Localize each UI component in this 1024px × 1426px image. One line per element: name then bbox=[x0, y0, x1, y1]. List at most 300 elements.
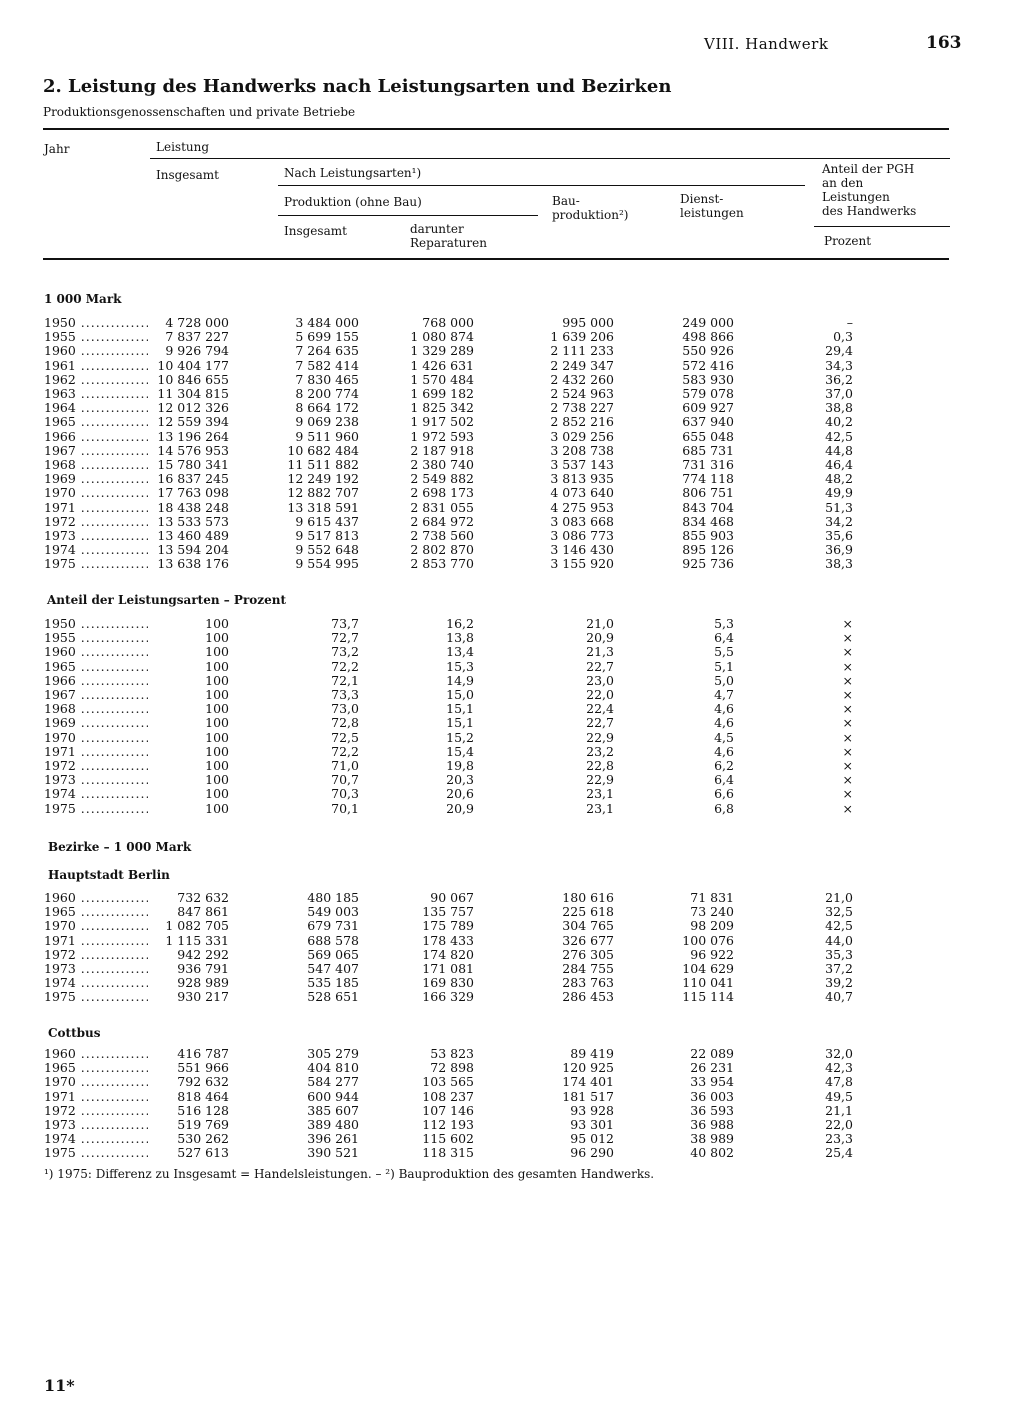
cell-produktion-insgesamt: 72,8 bbox=[331, 715, 359, 731]
cell-insgesamt: 818 464 bbox=[177, 1088, 229, 1104]
cell-reparaturen: 171 081 bbox=[422, 961, 474, 976]
table-row bbox=[0, 1075, 1024, 1089]
table-row bbox=[0, 344, 1024, 358]
cell-reparaturen: 2 802 870 bbox=[410, 542, 474, 558]
cell-anteil-pgh: 42,5 bbox=[825, 428, 853, 444]
cell-reparaturen: 53 823 bbox=[430, 1046, 474, 1061]
running-header-section: VIII. Handwerk bbox=[704, 35, 829, 53]
cell-anteil-pgh: 49,9 bbox=[825, 485, 853, 501]
col-produktion: Produktion (ohne Bau) bbox=[284, 195, 422, 209]
cell-dienstleistungen: 806 751 bbox=[682, 485, 734, 501]
cell-insgesamt: 519 769 bbox=[177, 1117, 229, 1132]
cell-dienstleistungen: 6,2 bbox=[714, 758, 734, 773]
cell-bauproduktion: 326 677 bbox=[562, 932, 614, 948]
cell-anteil-pgh: × bbox=[842, 672, 853, 688]
cell-dienstleistungen: 26 231 bbox=[690, 1060, 734, 1076]
cell-produktion-insgesamt: 7 582 414 bbox=[295, 357, 359, 373]
col-insgesamt: Insgesamt bbox=[156, 168, 219, 182]
cell-dienstleistungen: 6,8 bbox=[714, 800, 734, 816]
cell-anteil-pgh: 21,0 bbox=[825, 890, 853, 905]
cell-produktion-insgesamt: 305 279 bbox=[307, 1046, 359, 1061]
cell-produktion-insgesamt: 13 318 591 bbox=[287, 499, 359, 515]
cell-bauproduktion: 286 453 bbox=[562, 989, 614, 1005]
cell-produktion-insgesamt: 73,0 bbox=[331, 701, 359, 717]
cell-reparaturen: 103 565 bbox=[422, 1074, 474, 1090]
table-row bbox=[0, 472, 1024, 486]
cell-anteil-pgh: 37,2 bbox=[825, 961, 853, 976]
cell-dienstleistungen: 40 802 bbox=[690, 1145, 734, 1161]
col-anteil-4: des Handwerks bbox=[822, 204, 917, 218]
cell-produktion-insgesamt: 72,5 bbox=[331, 729, 359, 745]
cell-anteil-pgh: × bbox=[842, 630, 853, 646]
cell-anteil-pgh: 44,8 bbox=[825, 442, 853, 458]
cell-year: 1966 ..... bbox=[44, 674, 148, 688]
cell-reparaturen: 19,8 bbox=[446, 758, 474, 773]
cell-bauproduktion: 2 249 347 bbox=[550, 357, 614, 373]
cell-year: 1960 ..... bbox=[44, 645, 148, 659]
table-row bbox=[0, 359, 1024, 373]
cell-insgesamt: 100 bbox=[205, 630, 229, 646]
cell-dienstleistungen: 110 041 bbox=[682, 975, 734, 991]
cell-reparaturen: 13,4 bbox=[446, 644, 474, 660]
table-row bbox=[0, 645, 1024, 659]
cell-bauproduktion: 174 401 bbox=[562, 1074, 614, 1090]
cell-bauproduktion: 3 146 430 bbox=[550, 542, 614, 558]
cell-insgesamt: 15 780 341 bbox=[157, 457, 229, 472]
cell-produktion-insgesamt: 547 407 bbox=[307, 961, 359, 976]
cell-insgesamt: 527 613 bbox=[177, 1145, 229, 1161]
cell-produktion-insgesamt: 9 554 995 bbox=[295, 556, 359, 572]
cell-insgesamt: 7 837 227 bbox=[165, 329, 229, 345]
cell-anteil-pgh: 32,0 bbox=[825, 1046, 853, 1061]
cell-reparaturen: 14,9 bbox=[446, 672, 474, 688]
cell-produktion-insgesamt: 528 651 bbox=[307, 989, 359, 1005]
cell-reparaturen: 2 831 055 bbox=[410, 499, 474, 515]
cell-bauproduktion: 2 111 233 bbox=[550, 343, 614, 359]
cell-produktion-insgesamt: 12 882 707 bbox=[287, 485, 359, 501]
page-number: 163 bbox=[926, 33, 962, 53]
table-row bbox=[0, 976, 1024, 990]
table-row bbox=[0, 458, 1024, 472]
cell-produktion-insgesamt: 480 185 bbox=[307, 890, 359, 905]
cell-dienstleistungen: 498 866 bbox=[682, 329, 734, 345]
cell-produktion-insgesamt: 8 200 774 bbox=[295, 386, 359, 401]
cell-insgesamt: 9 926 794 bbox=[165, 343, 229, 359]
cell-insgesamt: 416 787 bbox=[177, 1046, 229, 1061]
cell-insgesamt: 100 bbox=[205, 772, 229, 788]
table-row bbox=[0, 787, 1024, 801]
cell-reparaturen: 118 315 bbox=[422, 1145, 474, 1161]
cell-anteil-pgh: 23,3 bbox=[825, 1131, 853, 1147]
cell-insgesamt: 10 404 177 bbox=[157, 357, 229, 373]
cell-bauproduktion: 22,0 bbox=[586, 687, 614, 702]
cell-dienstleistungen: 33 954 bbox=[690, 1074, 734, 1090]
cell-bauproduktion: 2 524 963 bbox=[550, 386, 614, 401]
cell-bauproduktion: 3 537 143 bbox=[550, 457, 614, 472]
cell-reparaturen: 15,1 bbox=[446, 701, 474, 717]
cell-reparaturen: 13,8 bbox=[446, 630, 474, 646]
cell-produktion-insgesamt: 70,1 bbox=[331, 800, 359, 816]
cell-produktion-insgesamt: 404 810 bbox=[307, 1060, 359, 1076]
cell-year: 1969 ..... bbox=[44, 716, 148, 730]
cell-bauproduktion: 3 813 935 bbox=[550, 471, 614, 487]
cell-insgesamt: 100 bbox=[205, 687, 229, 702]
cell-anteil-pgh: 51,3 bbox=[825, 499, 853, 515]
cell-reparaturen: 15,3 bbox=[446, 658, 474, 674]
cell-produktion-insgesamt: 12 249 192 bbox=[287, 471, 359, 487]
cell-reparaturen: 15,4 bbox=[446, 743, 474, 759]
cell-anteil-pgh: 42,3 bbox=[825, 1060, 853, 1076]
section-bezirke: Bezirke – 1 000 Mark bbox=[48, 840, 192, 854]
cell-anteil-pgh: 42,5 bbox=[825, 918, 853, 934]
cell-dienstleistungen: 4,6 bbox=[714, 701, 734, 717]
cell-bauproduktion: 304 765 bbox=[562, 918, 614, 934]
cell-year: 1971 ..... bbox=[44, 501, 148, 515]
cell-bauproduktion: 22,8 bbox=[586, 758, 614, 773]
col-nach-leistungsarten: Nach Leistungsarten¹) bbox=[284, 166, 422, 180]
table-row bbox=[0, 934, 1024, 948]
cell-reparaturen: 1 699 182 bbox=[410, 386, 474, 401]
cell-insgesamt: 1 082 705 bbox=[165, 918, 229, 934]
cell-year: 1972 ..... bbox=[44, 948, 148, 962]
cell-insgesamt: 12 012 326 bbox=[157, 400, 229, 416]
cell-reparaturen: 2 549 882 bbox=[410, 471, 474, 487]
cell-bauproduktion: 4 073 640 bbox=[550, 485, 614, 501]
cell-insgesamt: 100 bbox=[205, 729, 229, 745]
col-anteil-3: Leistungen bbox=[822, 190, 890, 204]
cell-bauproduktion: 95 012 bbox=[570, 1131, 614, 1147]
cell-produktion-insgesamt: 72,1 bbox=[331, 672, 359, 688]
cell-bauproduktion: 284 755 bbox=[562, 961, 614, 976]
cell-year: 1965 ..... bbox=[44, 660, 148, 674]
cell-year: 1974 ..... bbox=[44, 976, 148, 990]
cell-produktion-insgesamt: 72,2 bbox=[331, 658, 359, 674]
rule-leistung bbox=[150, 158, 950, 159]
table-row bbox=[0, 802, 1024, 816]
header-bottom-rule bbox=[43, 258, 949, 260]
cell-anteil-pgh: × bbox=[842, 786, 853, 802]
cell-dienstleistungen: 96 922 bbox=[690, 946, 734, 962]
cell-dienstleistungen: 834 468 bbox=[682, 513, 734, 529]
cell-bauproduktion: 21,0 bbox=[586, 616, 614, 631]
cell-anteil-pgh: × bbox=[842, 701, 853, 717]
cell-year: 1971 ..... bbox=[44, 1090, 148, 1104]
cell-dienstleistungen: 4,6 bbox=[714, 743, 734, 759]
cell-produktion-insgesamt: 72,2 bbox=[331, 743, 359, 759]
cell-reparaturen: 107 146 bbox=[422, 1102, 474, 1118]
cell-year: 1972 ..... bbox=[44, 515, 148, 529]
cell-year: 1974 ..... bbox=[44, 787, 148, 801]
cell-year: 1970 ..... bbox=[44, 486, 148, 500]
cell-insgesamt: 942 292 bbox=[177, 946, 229, 962]
cell-insgesamt: 12 559 394 bbox=[157, 414, 229, 430]
table-row bbox=[0, 948, 1024, 962]
cell-bauproduktion: 23,2 bbox=[586, 743, 614, 759]
cell-anteil-pgh: 40,2 bbox=[825, 414, 853, 430]
cell-bauproduktion: 23,0 bbox=[586, 672, 614, 688]
col-bau-1: Bau- bbox=[552, 194, 580, 208]
cell-year: 1973 ..... bbox=[44, 962, 148, 976]
cell-year: 1960 ..... bbox=[44, 1047, 148, 1061]
cell-reparaturen: 166 329 bbox=[422, 989, 474, 1005]
cell-dienstleistungen: 36 593 bbox=[690, 1102, 734, 1118]
table-row bbox=[0, 660, 1024, 674]
cell-dienstleistungen: 73 240 bbox=[690, 904, 734, 920]
table-row bbox=[0, 702, 1024, 716]
cell-bauproduktion: 181 517 bbox=[562, 1088, 614, 1104]
cell-produktion-insgesamt: 385 607 bbox=[307, 1102, 359, 1118]
rule-produktion bbox=[278, 215, 538, 216]
cell-year: 1974 ..... bbox=[44, 1132, 148, 1146]
cell-year: 1974 ..... bbox=[44, 543, 148, 557]
cell-year: 1972 ..... bbox=[44, 1104, 148, 1118]
top-rule bbox=[43, 128, 949, 130]
cell-bauproduktion: 2 738 227 bbox=[550, 400, 614, 416]
cell-insgesamt: 13 196 264 bbox=[157, 428, 229, 444]
cell-produktion-insgesamt: 9 511 960 bbox=[295, 428, 359, 444]
cell-anteil-pgh: 47,8 bbox=[825, 1074, 853, 1090]
cell-bauproduktion: 276 305 bbox=[562, 946, 614, 962]
table-row bbox=[0, 1061, 1024, 1075]
cell-insgesamt: 516 128 bbox=[177, 1102, 229, 1118]
table-row bbox=[0, 759, 1024, 773]
col-darunter: darunter bbox=[410, 222, 464, 236]
cell-year: 1973 ..... bbox=[44, 529, 148, 543]
table-row bbox=[0, 731, 1024, 745]
cell-year: 1966 ..... bbox=[44, 430, 148, 444]
cell-reparaturen: 112 193 bbox=[422, 1117, 474, 1132]
table-row bbox=[0, 444, 1024, 458]
cell-produktion-insgesamt: 72,7 bbox=[331, 630, 359, 646]
rule-anteil bbox=[814, 226, 950, 227]
cell-anteil-pgh: × bbox=[842, 800, 853, 816]
cell-year: 1963 ..... bbox=[44, 387, 148, 401]
cell-bauproduktion: 120 925 bbox=[562, 1060, 614, 1076]
cell-insgesamt: 1 115 331 bbox=[165, 932, 229, 948]
table-row bbox=[0, 1047, 1024, 1061]
cell-dienstleistungen: 579 078 bbox=[682, 386, 734, 401]
cell-anteil-pgh: 35,3 bbox=[825, 946, 853, 962]
cell-anteil-pgh: 49,5 bbox=[825, 1088, 853, 1104]
cell-anteil-pgh: × bbox=[842, 616, 853, 631]
cell-reparaturen: 2 380 740 bbox=[410, 457, 474, 472]
cell-dienstleistungen: 22 089 bbox=[690, 1046, 734, 1061]
cell-produktion-insgesamt: 584 277 bbox=[307, 1074, 359, 1090]
cell-dienstleistungen: 5,5 bbox=[714, 644, 734, 660]
col-leistung: Leistung bbox=[156, 140, 210, 154]
cell-year: 1960 ..... bbox=[44, 344, 148, 358]
cell-insgesamt: 100 bbox=[205, 786, 229, 802]
cell-dienstleistungen: 731 316 bbox=[682, 457, 734, 472]
table-row bbox=[0, 688, 1024, 702]
cell-reparaturen: 768 000 bbox=[422, 315, 474, 330]
cell-insgesamt: 530 262 bbox=[177, 1131, 229, 1147]
cell-anteil-pgh: 38,8 bbox=[825, 400, 853, 416]
cell-year: 1970 ..... bbox=[44, 731, 148, 745]
cell-anteil-pgh: 40,7 bbox=[825, 989, 853, 1005]
table-row bbox=[0, 745, 1024, 759]
cell-produktion-insgesamt: 11 511 882 bbox=[287, 457, 359, 472]
table-row bbox=[0, 529, 1024, 543]
cell-year: 1975 ..... bbox=[44, 557, 148, 571]
cell-reparaturen: 1 080 874 bbox=[410, 329, 474, 345]
cell-insgesamt: 792 632 bbox=[177, 1074, 229, 1090]
cell-dienstleistungen: 895 126 bbox=[682, 542, 734, 558]
cell-produktion-insgesamt: 688 578 bbox=[307, 932, 359, 948]
cell-bauproduktion: 22,9 bbox=[586, 772, 614, 788]
cell-reparaturen: 1 329 289 bbox=[410, 343, 474, 359]
cell-bauproduktion: 225 618 bbox=[562, 904, 614, 920]
cell-year: 1969 ..... bbox=[44, 472, 148, 486]
cell-year: 1975 ..... bbox=[44, 1146, 148, 1160]
col-anteil-1: Anteil der PGH bbox=[822, 162, 915, 176]
cell-bauproduktion: 93 301 bbox=[570, 1117, 614, 1132]
cell-anteil-pgh: 0,3 bbox=[833, 329, 853, 345]
cell-dienstleistungen: 4,5 bbox=[714, 729, 734, 745]
cell-reparaturen: 178 433 bbox=[422, 932, 474, 948]
table-row bbox=[0, 674, 1024, 688]
cell-produktion-insgesamt: 70,7 bbox=[331, 772, 359, 788]
cell-anteil-pgh: 35,6 bbox=[825, 528, 853, 543]
cell-insgesamt: 4 728 000 bbox=[165, 315, 229, 330]
cell-anteil-pgh: 29,4 bbox=[825, 343, 853, 359]
cell-bauproduktion: 20,9 bbox=[586, 630, 614, 646]
cell-insgesamt: 100 bbox=[205, 758, 229, 773]
table-row bbox=[0, 891, 1024, 905]
cell-produktion-insgesamt: 5 699 155 bbox=[295, 329, 359, 345]
cell-reparaturen: 169 830 bbox=[422, 975, 474, 991]
cell-anteil-pgh: 32,5 bbox=[825, 904, 853, 920]
cell-produktion-insgesamt: 9 069 238 bbox=[295, 414, 359, 430]
cell-reparaturen: 2 187 918 bbox=[410, 442, 474, 458]
cell-reparaturen: 72 898 bbox=[430, 1060, 474, 1076]
cell-anteil-pgh: 38,3 bbox=[825, 556, 853, 572]
table-row bbox=[0, 486, 1024, 500]
cell-anteil-pgh: × bbox=[842, 743, 853, 759]
col-bau-2: produktion²) bbox=[552, 208, 629, 222]
cell-insgesamt: 100 bbox=[205, 672, 229, 688]
table-row bbox=[0, 1132, 1024, 1146]
cell-reparaturen: 2 853 770 bbox=[410, 556, 474, 572]
cell-produktion-insgesamt: 73,7 bbox=[331, 616, 359, 631]
section-berlin: Hauptstadt Berlin bbox=[48, 868, 170, 882]
col-prod-insgesamt: Insgesamt bbox=[284, 224, 347, 238]
table-row bbox=[0, 316, 1024, 330]
cell-reparaturen: 1 917 502 bbox=[410, 414, 474, 430]
cell-dienstleistungen: 6,6 bbox=[714, 786, 734, 802]
cell-insgesamt: 100 bbox=[205, 743, 229, 759]
table-title: 2. Leistung des Handwerks nach Leistungsarten und Bezirken bbox=[43, 76, 672, 97]
cell-produktion-insgesamt: 9 552 648 bbox=[295, 542, 359, 558]
cell-dienstleistungen: 550 926 bbox=[682, 343, 734, 359]
cell-reparaturen: 90 067 bbox=[430, 890, 474, 905]
cell-anteil-pgh: × bbox=[842, 758, 853, 773]
cell-year: 1973 ..... bbox=[44, 773, 148, 787]
table-row bbox=[0, 631, 1024, 645]
cell-dienstleistungen: 71 831 bbox=[690, 890, 734, 905]
cell-dienstleistungen: 6,4 bbox=[714, 630, 734, 646]
table-row bbox=[0, 962, 1024, 976]
cell-dienstleistungen: 38 989 bbox=[690, 1131, 734, 1147]
cell-bauproduktion: 3 029 256 bbox=[550, 428, 614, 444]
cell-dienstleistungen: 925 736 bbox=[682, 556, 734, 572]
cell-anteil-pgh: × bbox=[842, 772, 853, 788]
cell-produktion-insgesamt: 73,3 bbox=[331, 687, 359, 702]
cell-produktion-insgesamt: 535 185 bbox=[307, 975, 359, 991]
cell-year: 1968 ..... bbox=[44, 458, 148, 472]
col-jahr: Jahr bbox=[44, 142, 70, 156]
cell-anteil-pgh: 36,9 bbox=[825, 542, 853, 558]
cell-year: 1967 ..... bbox=[44, 444, 148, 458]
cell-insgesamt: 100 bbox=[205, 616, 229, 631]
cell-dienstleistungen: 5,0 bbox=[714, 672, 734, 688]
cell-produktion-insgesamt: 73,2 bbox=[331, 644, 359, 660]
cell-bauproduktion: 22,7 bbox=[586, 658, 614, 674]
cell-anteil-pgh: × bbox=[842, 715, 853, 731]
cell-year: 1973 ..... bbox=[44, 1118, 148, 1132]
cell-bauproduktion: 3 086 773 bbox=[550, 528, 614, 543]
cell-insgesamt: 936 791 bbox=[177, 961, 229, 976]
cell-reparaturen: 15,0 bbox=[446, 687, 474, 702]
cell-anteil-pgh: 36,2 bbox=[825, 371, 853, 387]
cell-produktion-insgesamt: 10 682 484 bbox=[287, 442, 359, 458]
table-subtitle: Produktionsgenossenschaften und private Betriebe bbox=[43, 105, 356, 119]
cell-insgesamt: 100 bbox=[205, 800, 229, 816]
table-row bbox=[0, 716, 1024, 730]
cell-bauproduktion: 1 639 206 bbox=[550, 329, 614, 345]
section-1000-mark: 1 000 Mark bbox=[44, 292, 122, 306]
cell-insgesamt: 16 837 245 bbox=[157, 471, 229, 487]
cell-insgesamt: 11 304 815 bbox=[157, 386, 229, 401]
cell-bauproduktion: 22,4 bbox=[586, 701, 614, 717]
cell-bauproduktion: 4 275 953 bbox=[550, 499, 614, 515]
cell-dienstleistungen: 843 704 bbox=[682, 499, 734, 515]
cell-reparaturen: 2 684 972 bbox=[410, 513, 474, 529]
cell-dienstleistungen: 98 209 bbox=[690, 918, 734, 934]
cell-insgesamt: 18 438 248 bbox=[157, 499, 229, 515]
table-row bbox=[0, 1104, 1024, 1118]
table-row bbox=[0, 501, 1024, 515]
cell-produktion-insgesamt: 390 521 bbox=[307, 1145, 359, 1161]
cell-insgesamt: 928 989 bbox=[177, 975, 229, 991]
table-row bbox=[0, 1118, 1024, 1132]
cell-dienstleistungen: 655 048 bbox=[682, 428, 734, 444]
table-row bbox=[0, 1090, 1024, 1104]
footnote: ¹) 1975: Differenz zu Insgesamt = Handelsleistungen. – ²) Bauproduktion des gesamten Handwerks. bbox=[44, 1167, 655, 1181]
section-cottbus: Cottbus bbox=[48, 1026, 101, 1040]
cell-reparaturen: 108 237 bbox=[422, 1088, 474, 1104]
cell-reparaturen: 20,3 bbox=[446, 772, 474, 788]
cell-bauproduktion: 21,3 bbox=[586, 644, 614, 660]
col-anteil-2: an den bbox=[822, 176, 864, 190]
cell-produktion-insgesamt: 569 065 bbox=[307, 946, 359, 962]
cell-year: 1970 ..... bbox=[44, 1075, 148, 1089]
cell-insgesamt: 847 861 bbox=[177, 904, 229, 920]
cell-reparaturen: 1 570 484 bbox=[410, 371, 474, 387]
cell-bauproduktion: 995 000 bbox=[562, 315, 614, 330]
cell-dienstleistungen: 36 988 bbox=[690, 1117, 734, 1132]
cell-year: 1950 ..... bbox=[44, 316, 148, 330]
cell-reparaturen: 1 972 593 bbox=[410, 428, 474, 444]
cell-anteil-pgh: × bbox=[842, 644, 853, 660]
cell-anteil-pgh: × bbox=[842, 687, 853, 702]
cell-produktion-insgesamt: 3 484 000 bbox=[295, 315, 359, 330]
cell-reparaturen: 115 602 bbox=[422, 1131, 474, 1147]
cell-anteil-pgh: 39,2 bbox=[825, 975, 853, 991]
cell-dienstleistungen: 100 076 bbox=[682, 932, 734, 948]
cell-reparaturen: 175 789 bbox=[422, 918, 474, 934]
cell-dienstleistungen: 685 731 bbox=[682, 442, 734, 458]
